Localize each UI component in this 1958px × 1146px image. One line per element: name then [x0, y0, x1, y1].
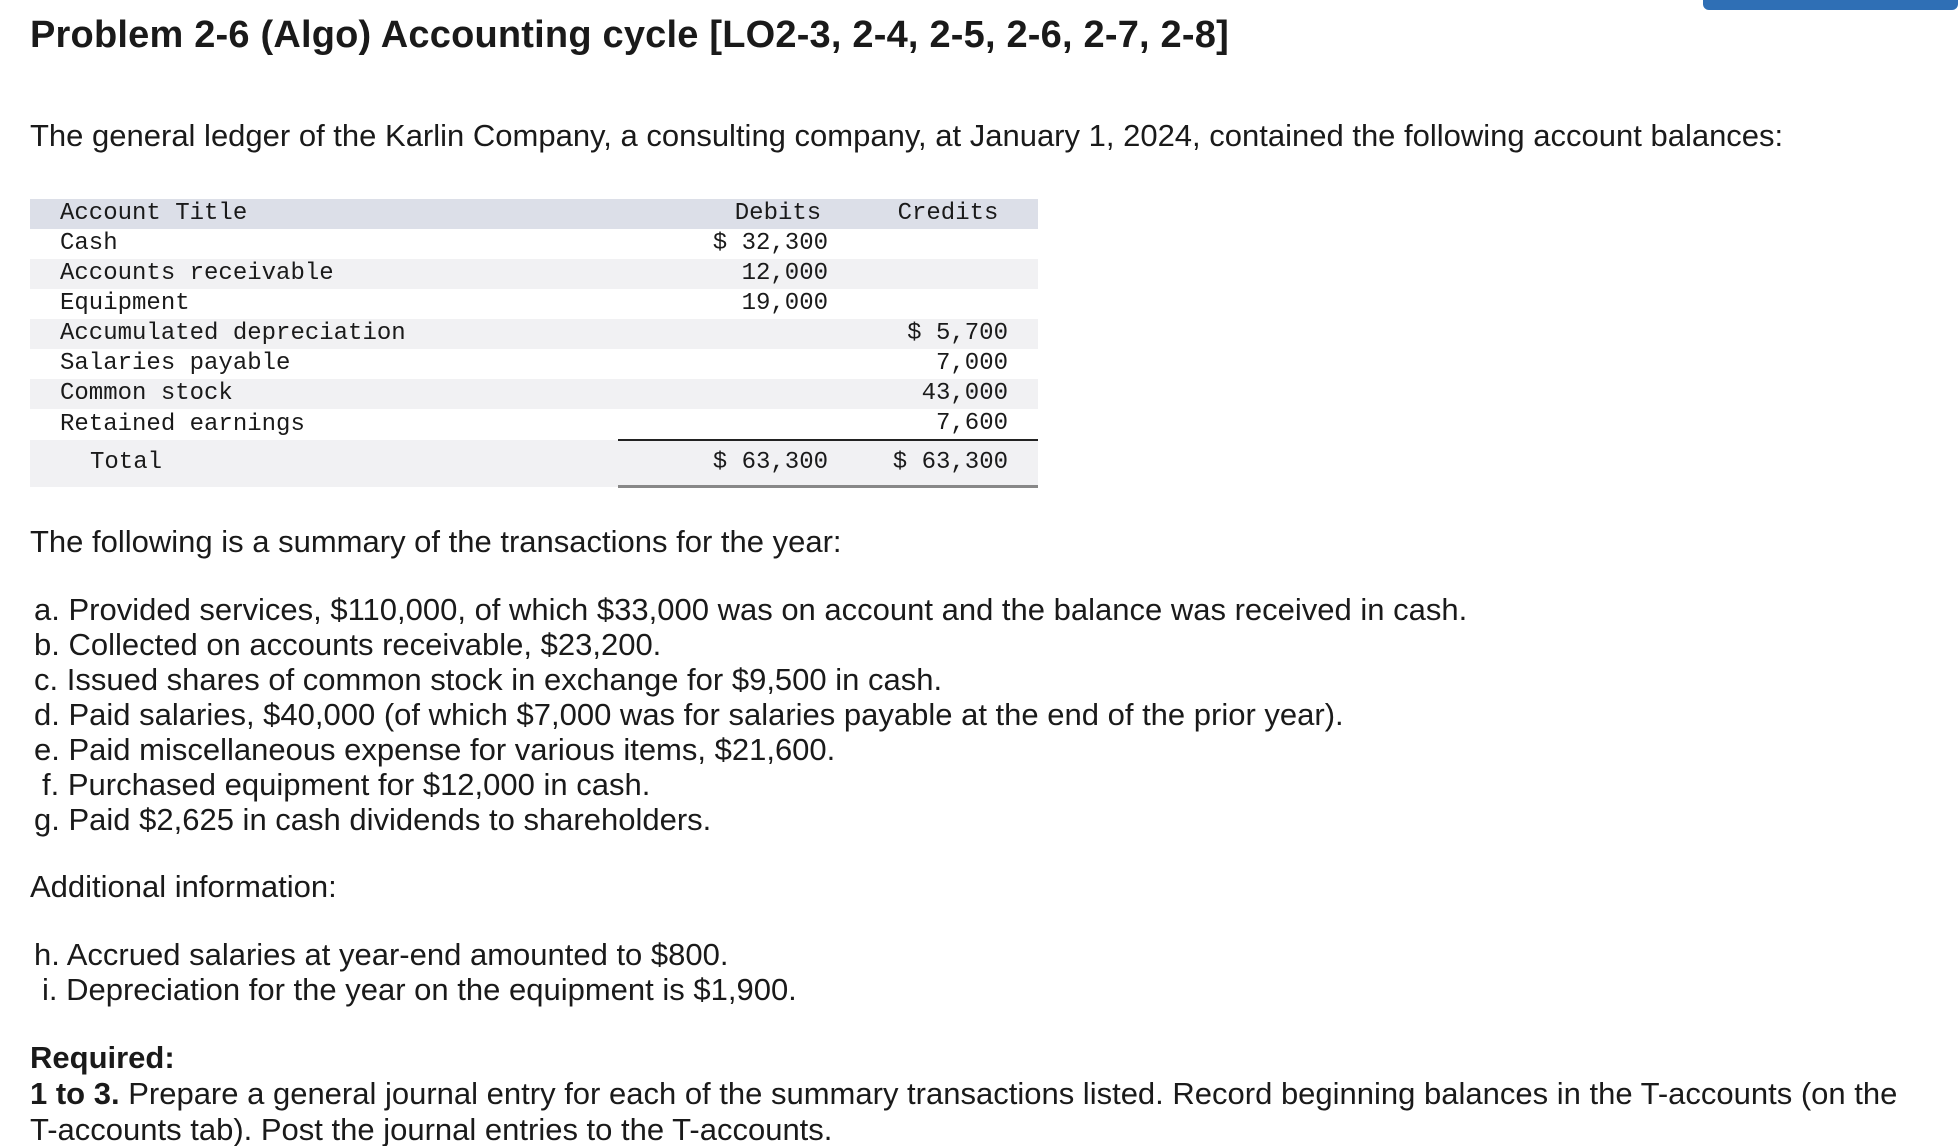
account-cell: Salaries payable [60, 350, 291, 377]
additional-info-label: Additional information: [30, 869, 337, 904]
list-item: d. Paid salaries, $40,000 (of which $7,000 was for salaries payable at the end of the prior year). [34, 697, 1344, 732]
ledger-table [30, 199, 1038, 488]
total-label: Total [90, 449, 163, 477]
credit-cell [858, 289, 1038, 319]
list-item: a. Provided services, $110,000, of which $33,000 was on account and the balance was received in cash. [34, 592, 1468, 627]
additional-info-list [34, 937, 797, 1007]
ledger-header-row [30, 199, 1038, 229]
debit-cell: 12,000 [741, 260, 828, 287]
problem-title: Problem 2-6 (Algo) Accounting cycle [LO2-3, 2-4, 2-5, 2-6, 2-7, 2-8] [30, 14, 1229, 56]
list-item: g. Paid $2,625 in cash dividends to shareholders. [34, 802, 712, 837]
credit-cell: $ 5,700 [907, 320, 1008, 347]
total-row [30, 440, 1038, 487]
table-row [30, 409, 1038, 440]
credit-cell [858, 229, 1038, 259]
account-cell: Equipment [60, 290, 190, 317]
list-item: e. Paid miscellaneous expense for various items, $21,600. [34, 732, 836, 767]
credit-cell: 7,600 [858, 409, 1038, 440]
header-credits: Credits [897, 200, 999, 227]
total-credit: $ 63,300 [858, 440, 1038, 487]
account-cell: Cash [60, 230, 118, 257]
credit-cell: 7,000 [935, 350, 1008, 377]
transactions-list [34, 592, 1467, 837]
total-debit: $ 63,300 [618, 440, 858, 487]
debit-cell [618, 379, 858, 409]
intro-text: The general ledger of the Karlin Company, a consulting company, at January 1, 2024, contained the following account balances: [30, 118, 1784, 153]
header-account-title: Account Title [60, 200, 248, 227]
account-cell: Accounts receivable [60, 260, 334, 287]
top-action-button[interactable] [1703, 0, 1958, 10]
table-row [30, 229, 1038, 259]
credit-cell: 43,000 [921, 380, 1008, 407]
credit-cell [858, 259, 1038, 289]
account-cell: Retained earnings [60, 410, 305, 438]
table-row [30, 289, 1038, 319]
account-cell: Common stock [60, 380, 233, 407]
table-row [30, 379, 1038, 409]
table-row [30, 319, 1038, 349]
summary-intro: The following is a summary of the transactions for the year: [30, 524, 842, 559]
debit-cell [618, 349, 858, 379]
debit-cell [618, 409, 858, 440]
list-item: i. Depreciation for the year on the equipment is $1,900. [42, 972, 797, 1007]
table-row [30, 349, 1038, 379]
required-step-label: 1 to 3. [30, 1076, 120, 1111]
table-row [30, 259, 1038, 289]
debit-cell: 19,000 [741, 290, 828, 317]
header-debits: Debits [734, 200, 822, 227]
required-body: Prepare a general journal entry for each of the summary transactions listed. Record beginning balances in the T-accounts (on the T-accounts tab). Post the journal entries to the T-accounts. [30, 1076, 1898, 1146]
account-cell: Accumulated depreciation [60, 320, 406, 347]
list-item: f. Purchased equipment for $12,000 in cash. [42, 767, 651, 802]
debit-cell [618, 319, 858, 349]
list-item: c. Issued shares of common stock in exchange for $9,500 in cash. [34, 662, 943, 697]
required-heading: Required: [30, 1040, 175, 1075]
debit-cell: $ 32,300 [712, 230, 828, 257]
required-instructions [30, 1076, 1930, 1146]
list-item: h. Accrued salaries at year-end amounted to $800. [34, 937, 729, 972]
list-item: b. Collected on accounts receivable, $23,200. [34, 627, 662, 662]
